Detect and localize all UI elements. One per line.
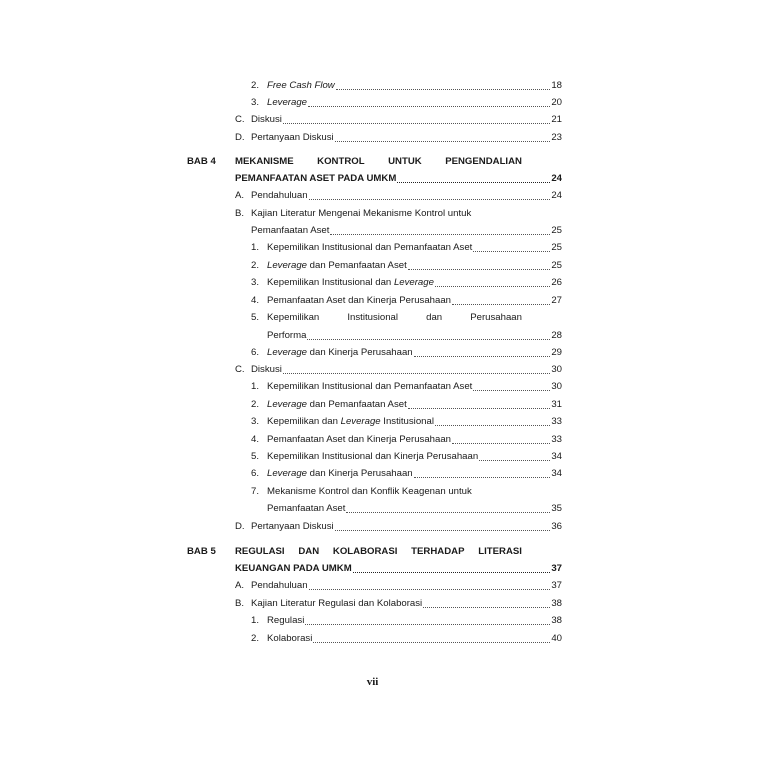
entry-number: 2.: [251, 260, 260, 271]
dot-leader: [473, 250, 550, 252]
dot-leader: [414, 355, 551, 357]
toc-entry-continuation[interactable]: [267, 326, 562, 342]
chapter-title-word: REGULASI: [235, 546, 285, 557]
toc-entry[interactable]: [251, 629, 562, 645]
dot-leader: [283, 372, 550, 374]
dot-leader: [305, 623, 550, 625]
entry-word: Institusional: [347, 312, 399, 323]
chapter-title-word: KOLABORASI: [332, 546, 398, 557]
toc-entry[interactable]: [235, 186, 562, 202]
entry-page-number: 34: [551, 468, 562, 479]
toc-entry[interactable]: [251, 412, 562, 428]
entry-text: Kepemilikan Institusional dan Pemanfaatan Aset: [267, 381, 473, 392]
entry-text: Diskusi: [251, 364, 282, 375]
toc-entry[interactable]: [235, 110, 562, 126]
dot-leader: [397, 181, 550, 183]
toc-entry[interactable]: [235, 128, 562, 144]
toc-entry[interactable]: [251, 308, 522, 324]
entry-word: dan: [426, 312, 443, 323]
entry-number: 1.: [251, 381, 260, 392]
entry-number: 7.: [251, 486, 260, 497]
entry-page-number: 18: [551, 80, 562, 91]
entry-number: 6.: [251, 468, 260, 479]
entry-number: 1.: [251, 242, 260, 253]
toc-entry[interactable]: [251, 256, 562, 272]
toc-entry[interactable]: [251, 76, 562, 92]
entry-page-number: 25: [551, 260, 562, 271]
dot-leader: [473, 389, 550, 391]
entry-number: D.: [235, 521, 245, 532]
toc-entry[interactable]: [235, 169, 562, 185]
entry-number: 5.: [251, 312, 260, 323]
dot-leader: [346, 511, 550, 513]
dot-leader: [309, 588, 551, 590]
dot-leader: [435, 424, 550, 426]
entry-page-number: 26: [551, 277, 562, 288]
dot-leader: [307, 338, 550, 340]
entry-number: 5.: [251, 451, 260, 462]
dot-leader: [435, 285, 550, 287]
chapter-label: BAB 5: [187, 546, 216, 557]
entry-page-number: 23: [551, 132, 562, 143]
toc-entry[interactable]: [251, 238, 562, 254]
entry-page-number: 25: [551, 242, 562, 253]
entry-text-continuation: Pemanfaatan Aset: [251, 225, 330, 236]
entry-page-number: 24: [551, 173, 562, 184]
chapter-title-word: MEKANISME: [235, 156, 294, 167]
dot-leader: [353, 571, 551, 573]
entry-number: 4.: [251, 295, 260, 306]
entry-page-number: 30: [551, 364, 562, 375]
entry-text: Pemanfaatan Aset dan Kinerja Perusahaan: [267, 295, 452, 306]
entry-italic-text: Free Cash Flow: [267, 80, 335, 91]
entry-text: Institusional: [380, 416, 434, 427]
toc-entry[interactable]: [235, 360, 562, 376]
entry-page-number: 36: [551, 521, 562, 532]
entry-page-number: 30: [551, 381, 562, 392]
entry-page-number: 34: [551, 451, 562, 462]
dot-leader: [335, 140, 551, 142]
entry-number: A.: [235, 580, 245, 591]
chapter-title-continuation: KEUANGAN PADA UMKM: [235, 563, 352, 574]
dot-leader: [335, 529, 551, 531]
dot-leader: [414, 476, 551, 478]
entry-italic-text: Leverage: [267, 399, 308, 410]
entry-number: 4.: [251, 434, 260, 445]
entry-page-number: 25: [551, 225, 562, 236]
chapter-title-word: UNTUK: [388, 156, 422, 167]
entry-text: Kajian Literatur Mengenai Mekanisme Kontrol untuk: [251, 208, 472, 219]
toc-entry[interactable]: [251, 377, 562, 393]
toc-entry[interactable]: [251, 482, 562, 498]
entry-text: dan Pemanfaatan Aset: [307, 399, 407, 410]
dot-leader: [283, 122, 550, 124]
toc-entry[interactable]: [251, 291, 562, 307]
entry-page-number: 33: [551, 434, 562, 445]
entry-page-number: 27: [551, 295, 562, 306]
toc-entry-continuation[interactable]: [267, 499, 562, 515]
chapter-title-word: PENGENDALIAN: [445, 156, 522, 167]
entry-text: Kepemilikan Institusional dan: [267, 277, 394, 288]
dot-leader: [479, 459, 550, 461]
entry-page-number: 20: [551, 97, 562, 108]
dot-leader: [330, 233, 550, 235]
entry-number: 2.: [251, 633, 260, 644]
entry-text: Pertanyaan Diskusi: [251, 521, 334, 532]
toc-entry-continuation[interactable]: [251, 221, 562, 237]
entry-page-number: 33: [551, 416, 562, 427]
entry-italic-text: Leverage: [267, 468, 308, 479]
entry-number: 3.: [251, 97, 260, 108]
entry-text: Regulasi: [267, 615, 305, 626]
dot-leader: [408, 268, 551, 270]
toc-entry[interactable]: [251, 430, 562, 446]
entry-number: B.: [235, 598, 245, 609]
entry-number: C.: [235, 114, 245, 125]
toc-entry[interactable]: [235, 517, 562, 533]
entry-page-number: 37: [551, 563, 562, 574]
toc-entry[interactable]: [251, 343, 562, 359]
entry-text: Kepemilikan Institusional dan Kinerja Perusahaan: [267, 451, 479, 462]
toc-entry[interactable]: [251, 611, 562, 627]
dot-leader: [308, 105, 550, 107]
toc-entry[interactable]: [251, 93, 562, 109]
entry-justified-text: [267, 312, 522, 324]
dot-leader: [313, 641, 550, 643]
entry-text: Diskusi: [251, 114, 282, 125]
chapter-title-word: DAN: [298, 546, 320, 557]
entry-text: dan Kinerja Perusahaan: [307, 468, 413, 479]
entry-text: Pendahuluan: [251, 190, 308, 201]
entry-page-number: 40: [551, 633, 562, 644]
entry-number: D.: [235, 132, 245, 143]
dot-leader: [309, 198, 551, 200]
entry-page-number: 31: [551, 399, 562, 410]
toc-entry[interactable]: [251, 273, 562, 289]
entry-italic-text: Leverage: [267, 260, 308, 271]
entry-italic-text: Leverage: [340, 416, 381, 427]
entry-text: dan Kinerja Perusahaan: [307, 347, 413, 358]
entry-text: Kajian Literatur Regulasi dan Kolaborasi: [251, 598, 423, 609]
entry-number: C.: [235, 364, 245, 375]
chapter-title-line[interactable]: [235, 546, 522, 560]
toc-entry[interactable]: [251, 447, 562, 463]
entry-page-number: 35: [551, 503, 562, 514]
chapter-title-line[interactable]: [235, 156, 522, 170]
entry-text: Kepemilikan Institusional dan Pemanfaatan Aset: [267, 242, 473, 253]
entry-text: Mekanisme Kontrol dan Konflik Keagenan untuk: [267, 486, 472, 497]
entry-word: Perusahaan: [470, 312, 522, 323]
entry-number: 2.: [251, 399, 260, 410]
entry-text-continuation: Pemanfaatan Aset: [267, 503, 346, 514]
chapter-title-word: TERHADAP: [411, 546, 465, 557]
entry-text: Kepemilikan dan: [267, 416, 341, 427]
entry-text: Kolaborasi: [267, 633, 313, 644]
dot-leader: [336, 88, 551, 90]
entry-page-number: 38: [551, 598, 562, 609]
dot-leader: [452, 442, 550, 444]
entry-number: B.: [235, 208, 245, 219]
entry-italic-text: Leverage: [393, 277, 434, 288]
page-number: vii: [366, 676, 379, 688]
toc-entry[interactable]: [235, 594, 562, 610]
entry-text-continuation: Performa: [267, 330, 307, 341]
toc-entry[interactable]: [251, 395, 562, 411]
toc-entry[interactable]: [235, 204, 562, 220]
chapter-title-word: LITERASI: [478, 546, 522, 557]
entry-page-number: 21: [551, 114, 562, 125]
entry-italic-text: Leverage: [267, 97, 308, 108]
entry-number: A.: [235, 190, 245, 201]
entry-number: 3.: [251, 277, 260, 288]
dot-leader: [408, 407, 551, 409]
entry-text: Pemanfaatan Aset dan Kinerja Perusahaan: [267, 434, 452, 445]
entry-number: 2.: [251, 80, 260, 91]
entry-page-number: 29: [551, 347, 562, 358]
toc-entry[interactable]: [251, 464, 562, 480]
chapter-title-continuation: PEMANFAATAN ASET PADA UMKM: [235, 173, 397, 184]
entry-number: 6.: [251, 347, 260, 358]
entry-page-number: 24: [551, 190, 562, 201]
toc-entry[interactable]: [235, 559, 562, 575]
entry-number: 1.: [251, 615, 260, 626]
entry-number: 3.: [251, 416, 260, 427]
dot-leader: [423, 606, 550, 608]
entry-page-number: 28: [551, 330, 562, 341]
entry-text: dan Pemanfaatan Aset: [307, 260, 407, 271]
entry-page-number: 38: [551, 615, 562, 626]
entry-word: Kepemilikan: [267, 312, 320, 323]
chapter-label: BAB 4: [187, 156, 216, 167]
toc-entry[interactable]: [235, 576, 562, 592]
entry-italic-text: Leverage: [267, 347, 308, 358]
entry-page-number: 37: [551, 580, 562, 591]
entry-text: Pertanyaan Diskusi: [251, 132, 334, 143]
chapter-title-word: KONTROL: [317, 156, 365, 167]
entry-text: Pendahuluan: [251, 580, 308, 591]
dot-leader: [452, 303, 550, 305]
